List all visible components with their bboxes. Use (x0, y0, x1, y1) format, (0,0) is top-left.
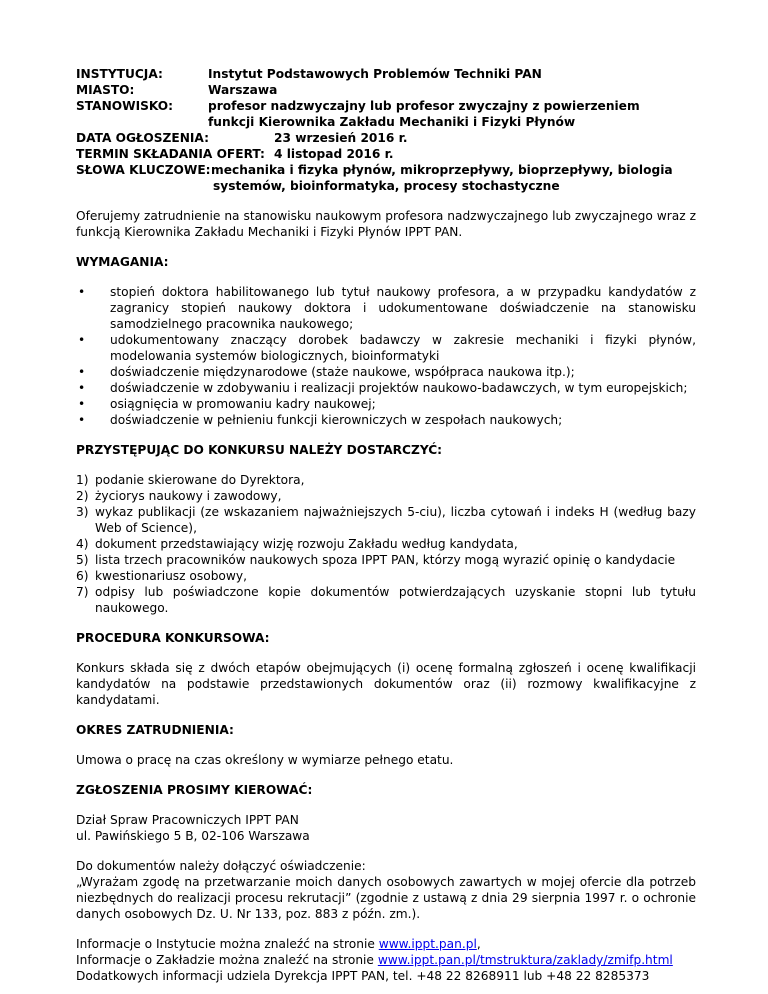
position-row-2 (76, 114, 696, 130)
institution-value: Instytut Podstawowych Problemów Techniki PAN (208, 67, 542, 81)
list-item: • doświadczenie w pełnieniu funkcji kierowniczych w zespołach naukowych; (76, 412, 696, 428)
intro-paragraph: Oferujemy zatrudnienie na stanowisku naukowym profesora nadzwyczajnego lub zwyczajnego wraz z funkcją Kierownika Zakładu Mechaniki i Fizyki Płynów IPPT PAN. (76, 209, 696, 239)
department-link[interactable]: www.ippt.pan.pl/tmstruktura/zaklady/zmifp.html (377, 953, 673, 967)
keywords-label: SŁOWA KLUCZOWE: (76, 163, 211, 177)
item-number: 5) (76, 553, 89, 567)
institution-label: INSTYTUCJA: (76, 67, 163, 81)
documents-list (76, 472, 696, 616)
procedure-title: PROCEDURA KONKURSOWA: (76, 631, 270, 645)
job-announcement (76, 66, 696, 984)
list-item: • doświadczenie międzynarodowe (staże naukowe, współpraca naukowa itp.); (76, 364, 696, 380)
item-text: wykaz publikacji (ze wskazaniem najważniejszych 5-ciu), liczba cytowań i indeks H (według bazy Web of Science), (95, 505, 696, 535)
requirements-title: WYMAGANIA: (76, 255, 169, 269)
requirements-list (76, 284, 696, 428)
documents-title: PRZYSTĘPUJĄC DO KONKURSU NALEŻY DOSTARCZYĆ: (76, 443, 443, 457)
item-text: życiorys naukowy i zawodowy, (95, 489, 282, 503)
item-number: 4) (76, 537, 89, 551)
city-label: MIASTO: (76, 83, 135, 97)
list-item (76, 472, 696, 488)
list-item (76, 552, 696, 568)
list-item (76, 584, 696, 616)
item-number: 3) (76, 505, 89, 519)
item-text: lista trzech pracowników naukowych spoza IPPT PAN, którzy mogą wyrazić opinię o kandydacie (95, 553, 676, 567)
header-block (76, 66, 696, 194)
list-item (76, 536, 696, 552)
list-item: • udokumentowany znaczący dorobek badawczy w zakresie mechaniki i fizyki płynów, modelowania systemów biologicznych, bioinformatyki (76, 332, 696, 364)
list-item (76, 488, 696, 504)
employment-text: Umowa o pracę na czas określony w wymiarze pełnego etatu. (76, 753, 454, 767)
info-institute-end: , (476, 937, 481, 951)
consent-intro: Do dokumentów należy dołączyć oświadczenie: (76, 859, 366, 873)
item-text: podanie skierowane do Dyrektora, (95, 473, 305, 487)
list-item: • doświadczenie w zdobywaniu i realizacji projektów naukowo-badawczych, w tym europejskich; (76, 380, 696, 396)
item-number: 1) (76, 473, 89, 487)
deadline-label: TERMIN SKŁADANIA OFERT: (76, 147, 265, 161)
position-label: STANOWISKO: (76, 99, 174, 113)
info-department-text: Informacje o Zakładzie można znaleźć na stronie (76, 953, 378, 967)
applications-title: ZGŁOSZENIA PROSIMY KIEROWAĆ: (76, 783, 313, 797)
employment-title: OKRES ZATRUDNIENIA: (76, 723, 234, 737)
procedure-text: Konkurs składa się z dwóch etapów obejmujących (i) ocenę formalną zgłoszeń i ocenę kwalifikacji kandydatów na podstawie przedstawionych dokumentów oraz (ii) rozmowy kwalifikacyjne z kandydatami. (76, 661, 696, 707)
item-number: 7) (76, 585, 89, 599)
item-text: odpisy lub poświadczone kopie dokumentów potwierdzających uzyskanie stopni lub tytułu naukowego. (95, 585, 696, 615)
institute-link[interactable]: www.ippt.pan.pl (378, 937, 477, 951)
keywords-row (76, 162, 696, 178)
info-contact: Dodatkowych informacji udziela Dyrekcja IPPT PAN, tel. +48 22 8268911 lub +48 22 8285373 (76, 969, 650, 983)
keywords-value-line1: mechanika i fizyka płynów, mikroprzepływy, bioprzepływy, biologia (211, 163, 673, 177)
city-row (76, 82, 696, 98)
info-institute (76, 936, 696, 952)
keywords-value-line2: systemów, bioinformatyka, procesy stochastyczne (213, 179, 560, 193)
keywords-row-2 (76, 178, 696, 194)
address-line1: Dział Spraw Pracowniczych IPPT PAN (76, 813, 299, 827)
item-text: dokument przedstawiający wizję rozwoju Zakładu według kandydata, (95, 537, 518, 551)
item-number: 6) (76, 569, 89, 583)
list-item (76, 504, 696, 536)
institution-row (76, 66, 696, 82)
item-number: 2) (76, 489, 89, 503)
date-label: DATA OGŁOSZENIA: (76, 131, 209, 145)
deadline-row (76, 146, 696, 162)
list-item (76, 568, 696, 584)
date-row (76, 130, 696, 146)
address-line2: ul. Pawińskiego 5 B, 02-106 Warszawa (76, 829, 310, 843)
info-institute-text: Informacje o Instytucie można znaleźć na stronie (76, 937, 379, 951)
date-value: 23 wrzesień 2016 r. (274, 131, 408, 145)
consent-text: „Wyrażam zgodę na przetwarzanie moich danych osobowych zawartych w mojej ofercie dla potrzeb niezbędnych do realizacji procesu rekrutacji” (zgodnie z ustawą z dnia 29 sierpnia 1997 r. o ochronie danych osobowych Dz. U. Nr 133, poz. 883 z późn. zm.). (76, 875, 696, 921)
position-row (76, 98, 696, 114)
list-item: • stopień doktora habilitowanego lub tytuł naukowy profesora, a w przypadku kandydatów z zagranicy stopień naukowy doktora i udokumentowane doświadczenie na stanowisku samodzielnego pracownika naukowego; (76, 284, 696, 332)
deadline-value: 4 listopad 2016 r. (274, 147, 394, 161)
position-value-line1: profesor nadzwyczajny lub profesor zwyczajny z powierzeniem (208, 99, 640, 113)
item-text: kwestionariusz osobowy, (95, 569, 247, 583)
position-value-line2: funkcji Kierownika Zakładu Mechaniki i Fizyki Płynów (208, 115, 576, 129)
city-value: Warszawa (208, 83, 278, 97)
info-department (76, 952, 696, 968)
list-item: • osiągnięcia w promowaniu kadry naukowej; (76, 396, 696, 412)
